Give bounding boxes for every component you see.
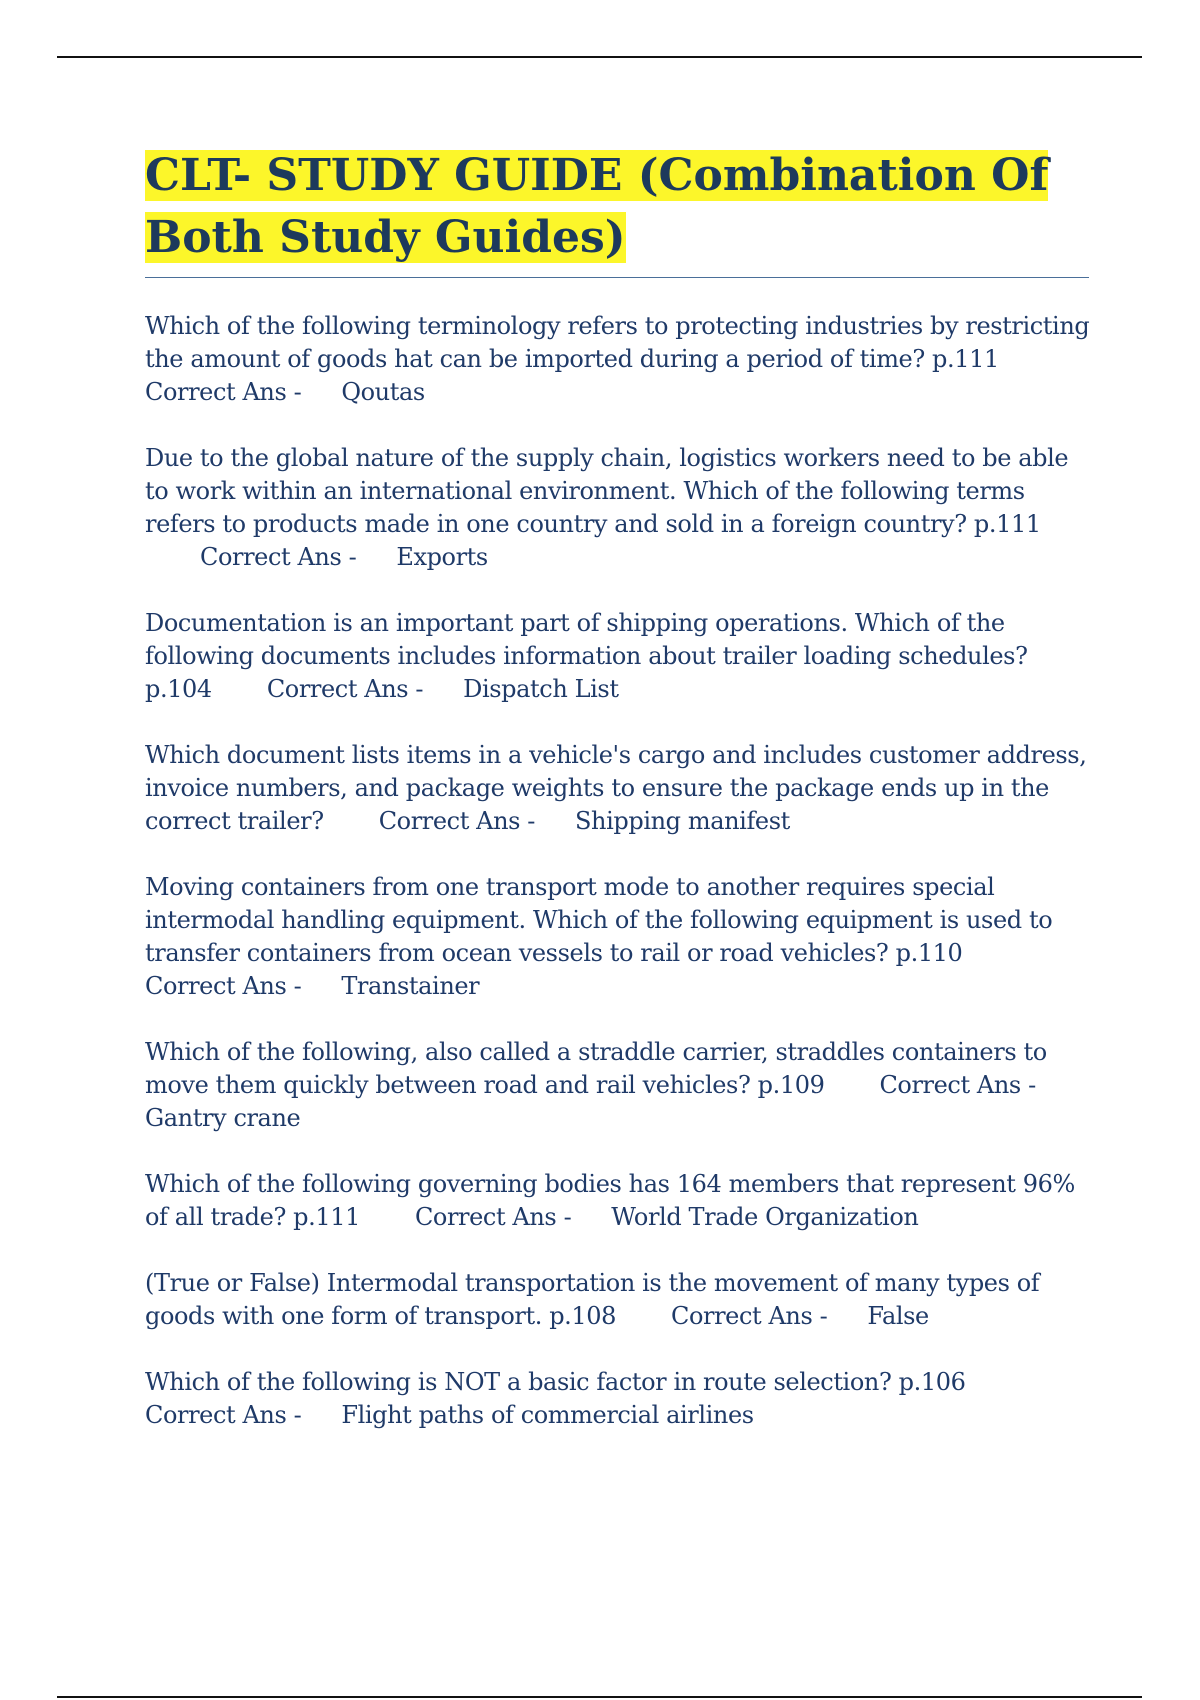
bottom-rule — [57, 1696, 1142, 1698]
answer-prefix: Correct Ans - — [266, 675, 424, 703]
answer-text: Exports — [396, 543, 488, 571]
answer-text: Qoutas — [341, 378, 425, 406]
answer-text: Shipping manifest — [575, 807, 790, 835]
question-text: Which of the following governing bodies has 164 members that represent 96% of all trade? p.111 — [145, 1170, 1075, 1231]
question-text: Due to the global nature of the supply chain, logistics workers need to be able to work within an international environment. Which of the following terms refers to products made in one country and sold in a foreign country? p.111 — [145, 444, 1069, 538]
qa-item — [145, 1366, 1090, 1432]
qa-item — [145, 607, 1090, 706]
title-underline — [145, 277, 1089, 278]
question-text: Which document lists items in a vehicle's cargo and includes customer address, invoice numbers, and package weights to ensure the package ends up in the correct trailer? — [145, 741, 1087, 835]
qa-item — [145, 1168, 1090, 1234]
answer-text: Gantry crane — [145, 1104, 301, 1132]
answer-text: Transtainer — [341, 972, 480, 1000]
question-text: Which of the following, also called a straddle carrier, straddles containers to move them quickly between road and rail vehicles? p.109 — [145, 1038, 1047, 1099]
qa-item — [145, 1267, 1090, 1333]
top-rule — [57, 56, 1142, 58]
document-title — [145, 145, 1090, 269]
qa-item — [145, 739, 1090, 838]
question-text: Which of the following terminology refers to protecting industries by restricting the amount of goods hat can be imported during a period of time? p.111 — [145, 312, 1090, 373]
qa-item — [145, 310, 1090, 409]
qa-item — [145, 442, 1090, 574]
answer-prefix: Correct Ans - — [145, 972, 302, 1000]
answer-text: False — [867, 1302, 929, 1330]
answer-prefix: Correct Ans - — [200, 543, 357, 571]
qa-item — [145, 1036, 1090, 1135]
answer-text: World Trade Organization — [611, 1203, 919, 1231]
answer-text: Dispatch List — [463, 675, 619, 703]
answer-prefix: Correct Ans - — [879, 1071, 1036, 1099]
qa-item — [145, 871, 1090, 1003]
question-text: (True or False) Intermodal transportation is the movement of many types of goods with one form of transport. p.108 — [145, 1269, 1040, 1330]
answer-prefix: Correct Ans - — [145, 378, 302, 406]
question-text: Moving containers from one transport mode to another requires special intermodal handling equipment. Which of the following equipment is used to transfer containers from ocean vessels to rail or road vehicles? p.110 — [145, 873, 1053, 967]
answer-prefix: Correct Ans - — [378, 807, 536, 835]
question-text: Which of the following is NOT a basic factor in route selection? p.106 — [145, 1368, 966, 1396]
answer-text: Flight paths of commercial airlines — [341, 1401, 754, 1429]
title-highlight: CLT- STUDY GUIDE (Combination Of Both Study Guides) — [145, 150, 1049, 263]
document-body — [145, 145, 1090, 1465]
qa-list — [145, 310, 1090, 1432]
answer-prefix: Correct Ans - — [671, 1302, 828, 1330]
question-text: Documentation is an important part of shipping operations. Which of the following documents includes information about trailer loading schedules? p.104 — [145, 609, 1028, 703]
answer-prefix: Correct Ans - — [145, 1401, 302, 1429]
answer-prefix: Correct Ans - — [414, 1203, 572, 1231]
